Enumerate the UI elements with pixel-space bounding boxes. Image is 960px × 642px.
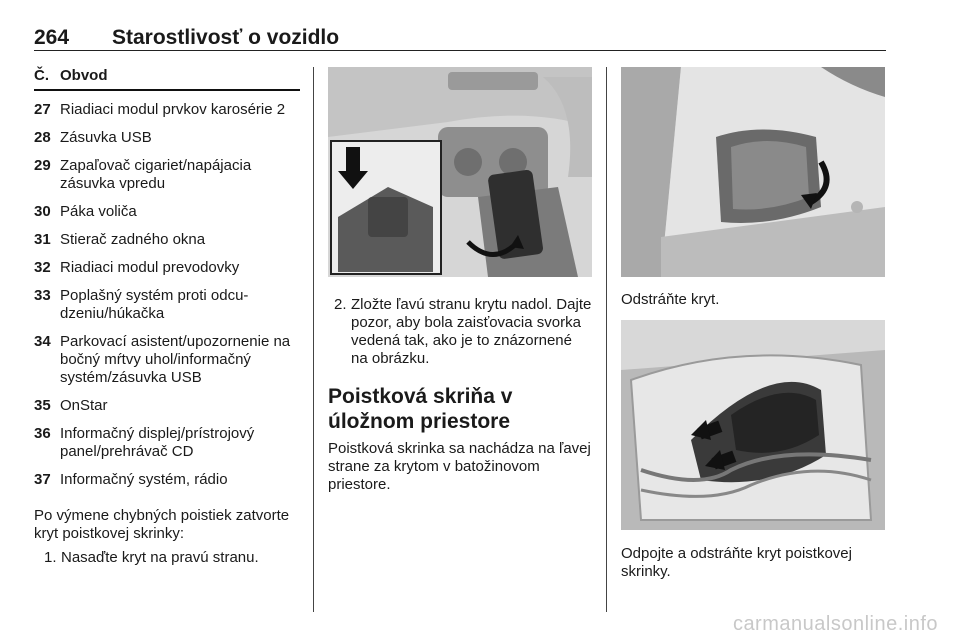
fuse-circuit: Stierač zadného okna: [60, 231, 206, 248]
page-title: Starostlivosť o vozidlo: [112, 26, 340, 49]
table-row: [34, 231, 300, 249]
column-divider-2: [606, 67, 607, 612]
fuse-number: 30: [34, 203, 51, 220]
table-header: [34, 67, 300, 91]
fuse-number: 34: [34, 333, 51, 350]
fuse-circuit: Poplašný systém proti odcudzeniu/húkačka: [60, 287, 249, 322]
section-paragraph: Poistková skrinka sa nachádza na ľavej strane za krytom v batožinovom priestore.: [328, 440, 591, 493]
closing-note: Po výmene chybných poistiek zatvorte kryt poistkovej skrinky:: [34, 507, 290, 542]
fuse-number: 29: [34, 157, 51, 174]
section-heading: Poistková skriňa v úložnom priestore: [328, 385, 513, 433]
fuse-number: 37: [34, 471, 51, 488]
figure-console-fuse-cover: [328, 67, 592, 277]
fuse-number: 36: [34, 425, 51, 442]
table-row: [34, 425, 300, 461]
table-row: [34, 203, 300, 221]
figure-fuse-box: [621, 320, 885, 530]
watermark: carmanualsonline.info: [732, 613, 938, 635]
step-1: [34, 549, 300, 567]
fuse-circuit: Zásuvka USB: [60, 129, 152, 146]
fuse-circuit: Informačný displej/prístrojový panel/prehrávač CD: [60, 425, 255, 460]
figure-trunk-cover: [621, 67, 885, 277]
step-text: Zložte ľavú stranu krytu nadol. Dajte pozor, aby bola zaisťovacia svorka vedená tak, ako je to znázornené na obrázku.: [351, 296, 592, 367]
fuse-number: 32: [34, 259, 51, 276]
table-row: [34, 101, 300, 119]
page-header: [34, 26, 886, 51]
trunk-illustration: [621, 67, 885, 277]
table-row: [34, 129, 300, 147]
column-divider-1: [313, 67, 314, 612]
fuse-number: 31: [34, 231, 51, 248]
step-number: 2.: [334, 296, 347, 313]
fuse-number: 35: [34, 397, 51, 414]
fuse-circuit: Páka voliča: [60, 203, 137, 220]
fuse-box-illustration: [621, 320, 885, 530]
table-row: [34, 259, 300, 277]
header-number: Č.: [34, 67, 49, 84]
console-illustration: [328, 67, 592, 277]
fuse-table-column: [34, 67, 300, 567]
step-number: 1.: [44, 549, 57, 566]
fuse-number: 33: [34, 287, 51, 304]
header-circuit: Obvod: [60, 67, 108, 84]
caption-disconnect-cover: Odpojte a odstráňte kryt poistkovej skrinky.: [621, 545, 852, 580]
instructions-column: [328, 290, 592, 494]
fuse-number: 27: [34, 101, 51, 118]
caption-remove-cover: Odstráňte kryt.: [621, 291, 720, 308]
page-number: 264: [34, 26, 70, 49]
table-row: [34, 333, 300, 387]
fuse-number: 28: [34, 129, 51, 146]
fuse-circuit: OnStar: [60, 397, 108, 414]
step-2: [328, 296, 592, 368]
table-row: [34, 397, 300, 415]
fuse-circuit: Parkovací asistent/upozornenie na bočný mŕtvy uhol/informačný systém/zásuvka USB: [60, 333, 291, 386]
table-body: [34, 101, 300, 489]
fuse-circuit: Riadiaci modul prevodovky: [60, 259, 240, 276]
table-row: [34, 157, 300, 193]
fuse-circuit: Riadiaci modul prvkov karosérie 2: [60, 101, 286, 118]
fuse-circuit: Informačný systém, rádio: [60, 471, 228, 488]
table-row: [34, 287, 300, 323]
step-text: Nasaďte kryt na pravú stranu.: [61, 549, 259, 566]
fuse-circuit: Zapaľovač cigariet/napájacia zásuvka vpredu: [60, 157, 252, 192]
table-row: [34, 471, 300, 489]
